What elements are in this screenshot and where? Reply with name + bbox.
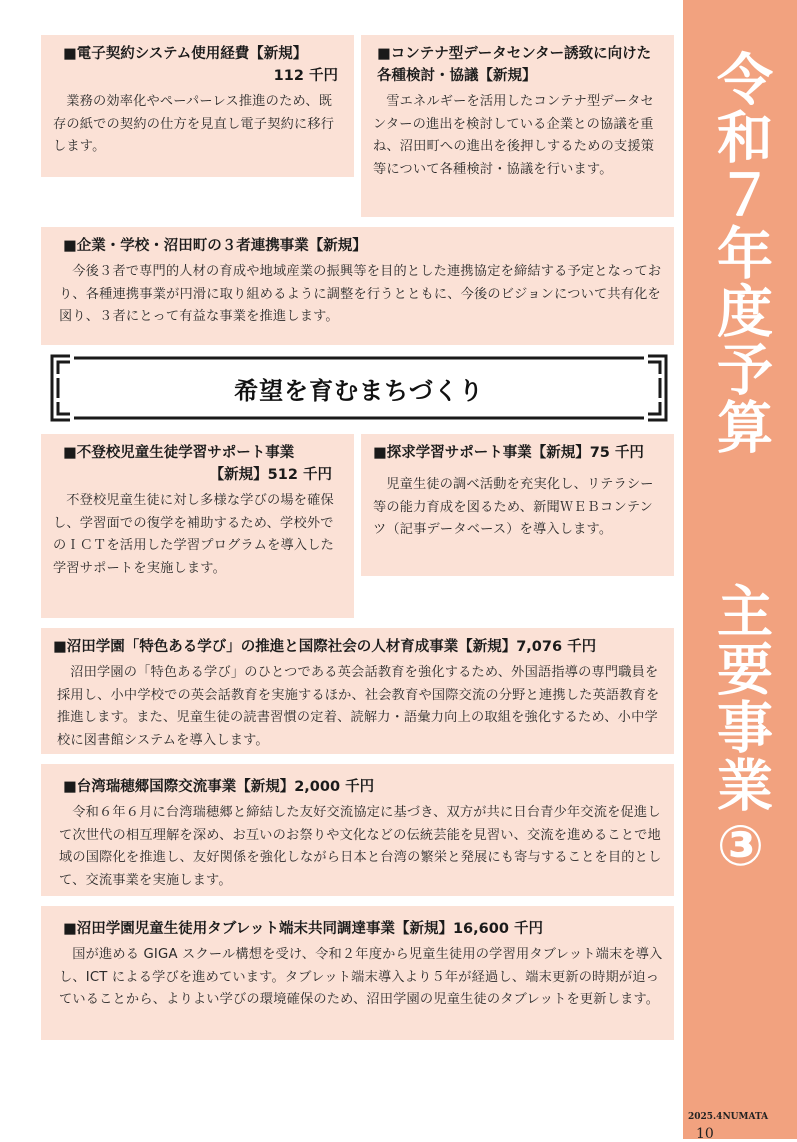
project-amount: 112 千円 [273, 68, 338, 84]
project-card-e-contract [41, 35, 354, 177]
project-description: 沼田学園の「特色ある学び」のひとつである英会話教育を強化するため、外国語指導の専門職員を採用し、小中学校での英会話教育を実施するほか、社会教育や国際交流の分野と連携した英語教育を推進します。また、児童生徒の読書習慣の定着、読解力・語彙力向上の取組を強化するため、小中学校に図書館システムを導入します。 [57, 665, 660, 748]
project-card-inquiry-learning [361, 434, 674, 576]
project-description: 国が進める GIGA スクール構想を受け、令和２年度から児童生徒用の学習用タブレット端末を導入し、ICT による学びを進めています。タブレット端末導入より５年が経過し、端末更新の時期が迫っていることから、よりよい学びの環境確保のため、沼田学園の児童生徒のタブレットを更新します。 [59, 947, 663, 1007]
project-description: 雪エネルギーを活用したコンテナ型データセンターの進出を検討している企業との協議を重ね、沼田町への進出を後押しするための支援策等について各種検討・協議を行います。 [373, 94, 655, 177]
project-card-three-party [41, 227, 674, 345]
section-banner [48, 352, 670, 424]
project-description: 業務の効率化やペーパーレス推進のため、既存の紙での契約の仕方を見直し電子契約に移行します。 [53, 94, 335, 154]
project-title: ■沼田学園「特色ある学び」の推進と国際社会の人材育成事業【新規】7,076 千円 [53, 639, 597, 655]
project-amount: 【新規】512 千円 [209, 467, 332, 483]
project-card-tablet-procurement [41, 906, 674, 1040]
sidebar [683, 0, 797, 1139]
page-footer [688, 1104, 792, 1142]
project-title: ■コンテナ型データセンター誘致に向けた各種検討・協議【新規】 [377, 46, 652, 84]
project-card-taiwan-exchange [41, 764, 674, 896]
project-description: 児童生徒の調べ活動を充実化し、リテラシー等の能力育成を図るため、新聞ＷＥＢコンテンツ（記事データベース）を導入します。 [373, 477, 654, 537]
project-card-truancy-support [41, 434, 354, 618]
project-title: ■電子契約システム使用経費【新規】 [63, 46, 308, 62]
project-title: ■探求学習サポート事業【新規】75 千円 [373, 445, 644, 461]
project-card-numata-gakuen [41, 628, 674, 754]
issue-date: 2025.4NUMATA [688, 1112, 769, 1122]
sidebar-title: 令和７年度予算 [708, 50, 773, 456]
project-title: ■企業・学校・沼田町の３者連携事業【新規】 [63, 238, 367, 254]
banner-title: 希望を育むまちづくり [234, 376, 484, 405]
project-description: 不登校児童生徒に対し多様な学びの場を確保し、学習面での復学を補助するため、学校外でのＩＣＴを活用した学習プログラムを導入した学習サポートを実施します。 [53, 493, 335, 576]
project-title: ■沼田学園児童生徒用タブレット端末共同調達事業【新規】16,600 千円 [63, 921, 543, 937]
project-description: 令和６年６月に台湾瑞穂郷と締結した友好交流協定に基づき、双方が共に日台青少年交流を促進して次世代の相互理解を深め、お互いのお祭りや文化などの伝統芸能を見習い、交流を進めることで地域の国際化を推進し、友好関係を強化しながら日本と台湾の繁栄と発展にも寄与することを目的として、交流事業を実施します。 [59, 805, 662, 888]
project-title: ■不登校児童生徒学習サポート事業 [63, 445, 295, 461]
page-number: 10 [696, 1126, 714, 1142]
project-description: 今後３者で専門的人材の育成や地域産業の振興等を目的とした連携協定を締結する予定となっており、各種連携事業が円滑に取り組めるように調整を行うとともに、今後のビジョンについて共有化を図り、３者にとって有益な事業を推進します。 [59, 264, 662, 324]
project-card-data-center [361, 35, 674, 217]
sidebar-subtitle: 主要事業③ [708, 582, 773, 881]
project-title: ■台湾瑞穂郷国際交流事業【新規】2,000 千円 [63, 779, 375, 795]
